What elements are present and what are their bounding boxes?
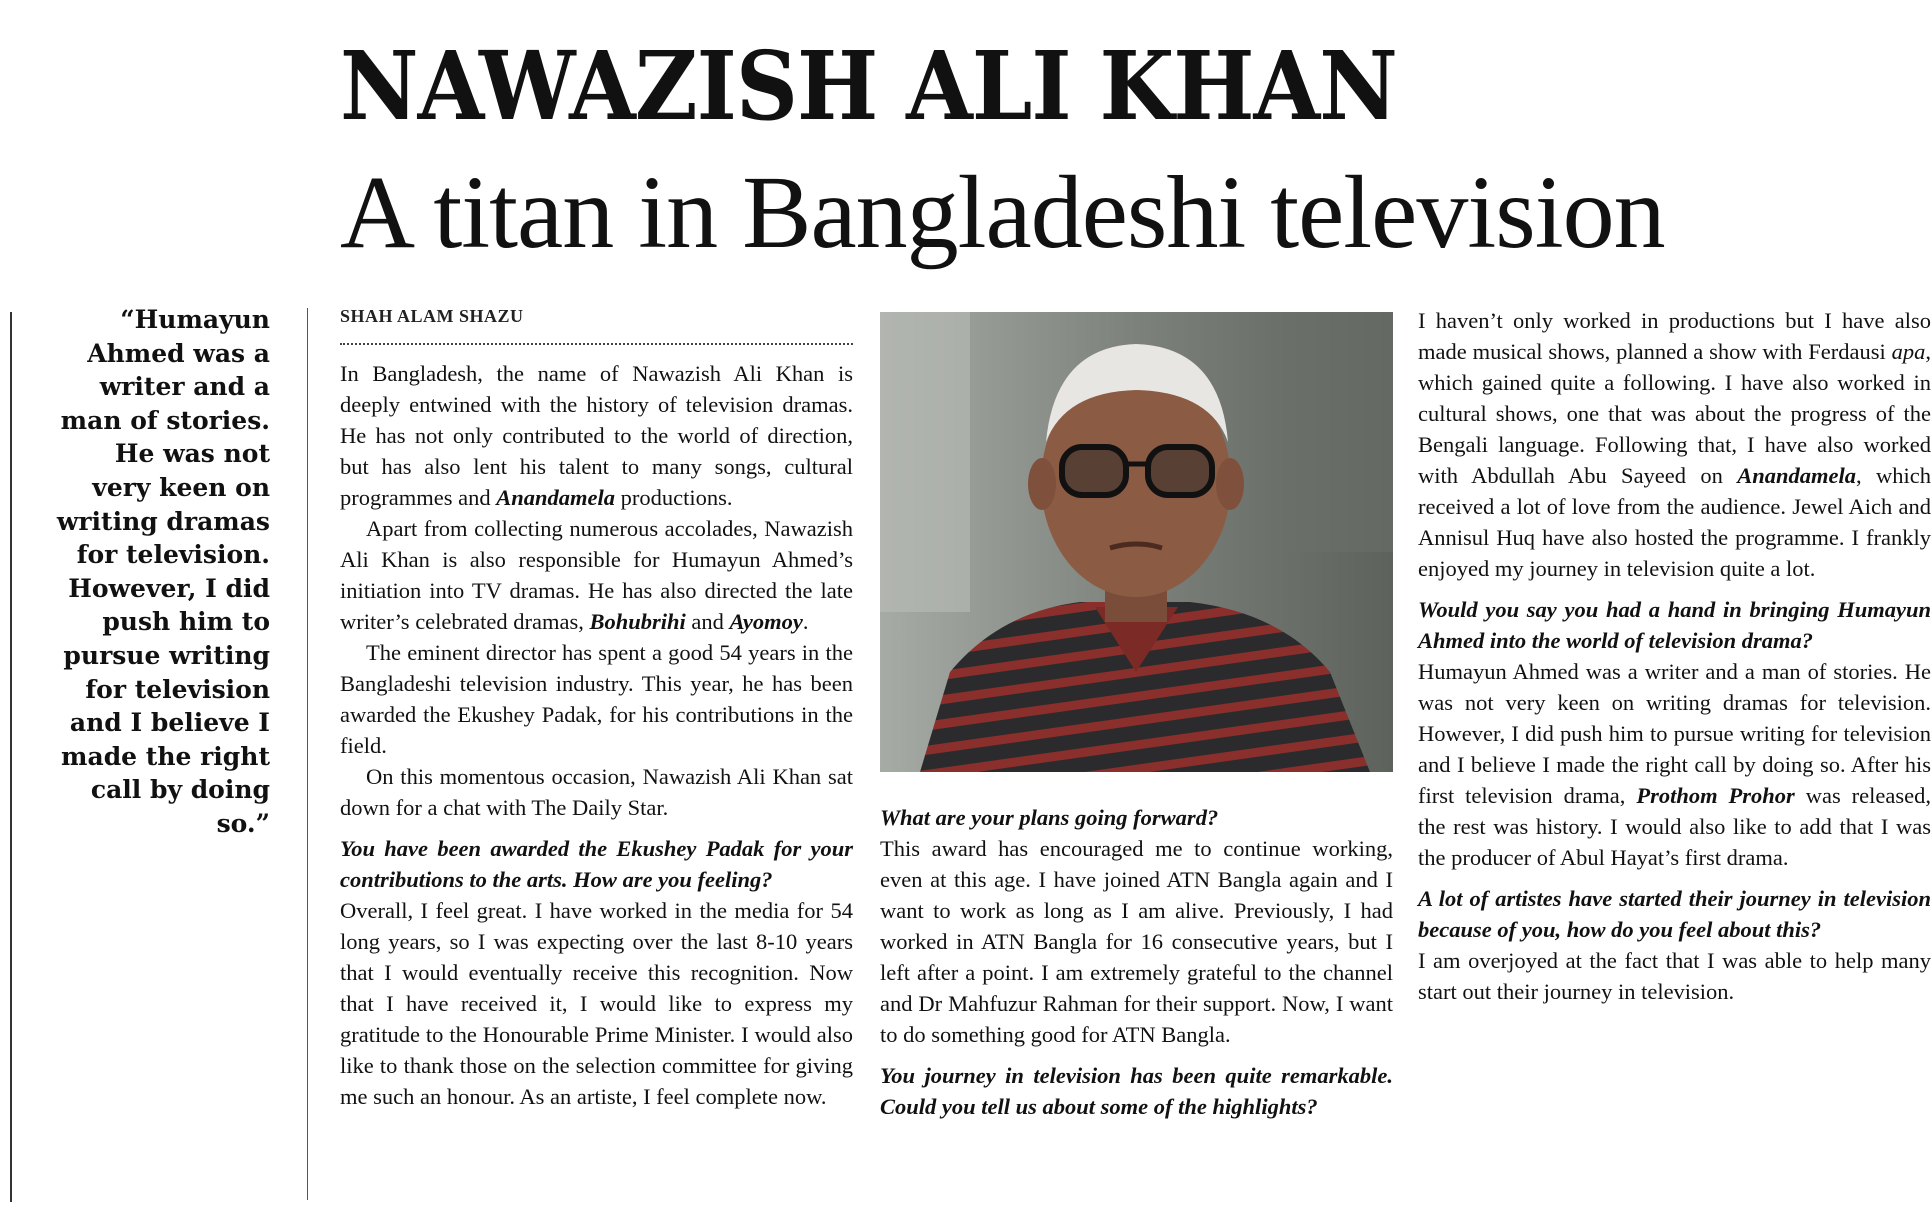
interview-answer: Overall, I feel great. I have worked in the media for 54 long years, so I was expecting over the last 8-10 years that I would eventually receive this recognition. Now that I have received it, I would like to express my gratitude to the Honourable Prime Minister. I would also like to thank those on the selection committee for giving me such an honour. As an artiste, I feel complete now. — [340, 898, 853, 1109]
interview-answer: This award has encouraged me to continue working, even at this age. I have joined ATN Bangla again and I want to work as long as I am alive. Previously, I had worked in ATN Bangla for 16 consecutive years, but I left after a point. I am extremely grateful to the channel and Dr Mahfuzur Rahman for their support. Now, I want to do something good for ATN Bangla. — [880, 836, 1393, 1047]
interview-question: You journey in television has been quite remarkable. Could you tell us about some of the highlights? — [880, 1063, 1393, 1119]
apa-term: apa — [1891, 339, 1926, 364]
portrait-photo — [880, 312, 1393, 772]
interview-answer: Humayun Ahmed was a writer and a man of stories. He was not very keen on writing dramas for television. However, I did push him to pursue writing for television and I believe I made the right call by doing so. After his first television drama, Prothom Prohor was released, the rest was history. I would also like to add that I was the producer of Abul Hayat’s first drama. — [1418, 659, 1931, 870]
interview-question: You have been awarded the Ekushey Padak for your contributions to the arts. How are you feeling? — [340, 836, 853, 892]
body-paragraph: The eminent director has spent a good 54 years in the Bangladeshi television industry. This year, he has been awarded the Ekushey Padak, for his contributions in the field. — [340, 640, 853, 758]
body-paragraph: On this momentous occasion, Nawazish Ali Khan sat down for a chat with The Daily Star. — [340, 764, 853, 820]
subheadline: A titan in Bangladeshi television — [340, 155, 1665, 270]
article-column-1 — [340, 358, 853, 1112]
bohubrihi-title: Bohubrihi — [589, 609, 686, 634]
article-column-3 — [1418, 305, 1931, 1007]
byline: SHAH ALAM SHAZU — [340, 306, 524, 326]
interview-answer: I haven’t only worked in productions but I have also made musical shows, planned a show with Ferdausi apa, which gained quite a following. I have also worked in cultural shows, one that was about the progress of the Bengali language. Following that, I have also worked with Abdullah Abu Sayeed on Anandamela, which received a lot of love from the audience. Jewel Aich and Annisul Huq have also hosted the programme. I frankly enjoyed my journey in television quite a lot. — [1418, 308, 1931, 581]
headline: NAWAZISH ALI KHAN — [340, 31, 1397, 143]
pull-quote: “Humayun Ahmed was a writer and a man of stories. He was not very keen on writing dramas for television. However, I did push him to pursue writing for television and I believe I made the right call by doing so.” — [56, 305, 270, 838]
anandamela-title: Anandamela — [496, 485, 615, 510]
anandamela-title: Anandamela — [1737, 463, 1857, 488]
body-paragraph: Apart from collecting numerous accolades, Nawazish Ali Khan is also responsible for Humayun Ahmed’s initiation into TV dramas. He has also directed the late writer’s celebrated dramas, Bohubrihi and Ayomoy. — [340, 516, 853, 634]
interview-question: What are your plans going forward? — [880, 805, 1219, 830]
interview-answer: I am overjoyed at the fact that I was able to help many start out their journey in television. — [1418, 948, 1931, 1004]
article-column-2 — [880, 802, 1393, 1122]
byline-dotted-rule — [340, 343, 853, 345]
prothom-prohor-title: Prothom Prohor — [1636, 783, 1795, 808]
ayomoy-title: Ayomoy — [729, 609, 803, 634]
left-margin-rule — [10, 312, 12, 1202]
intro-paragraph: In Bangladesh, the name of Nawazish Ali Khan is deeply entwined with the history of television dramas. He has not only contributed to the world of direction, but has also lent his talent to many songs, cultural programmes and Anandamela productions. — [340, 361, 853, 510]
interview-question: A lot of artistes have started their journey in television because of you, how do you feel about this? — [1418, 886, 1931, 942]
interview-question: Would you say you had a hand in bringing Humayun Ahmed into the world of television drama? — [1418, 597, 1931, 653]
column-divider-rule — [307, 308, 308, 1200]
